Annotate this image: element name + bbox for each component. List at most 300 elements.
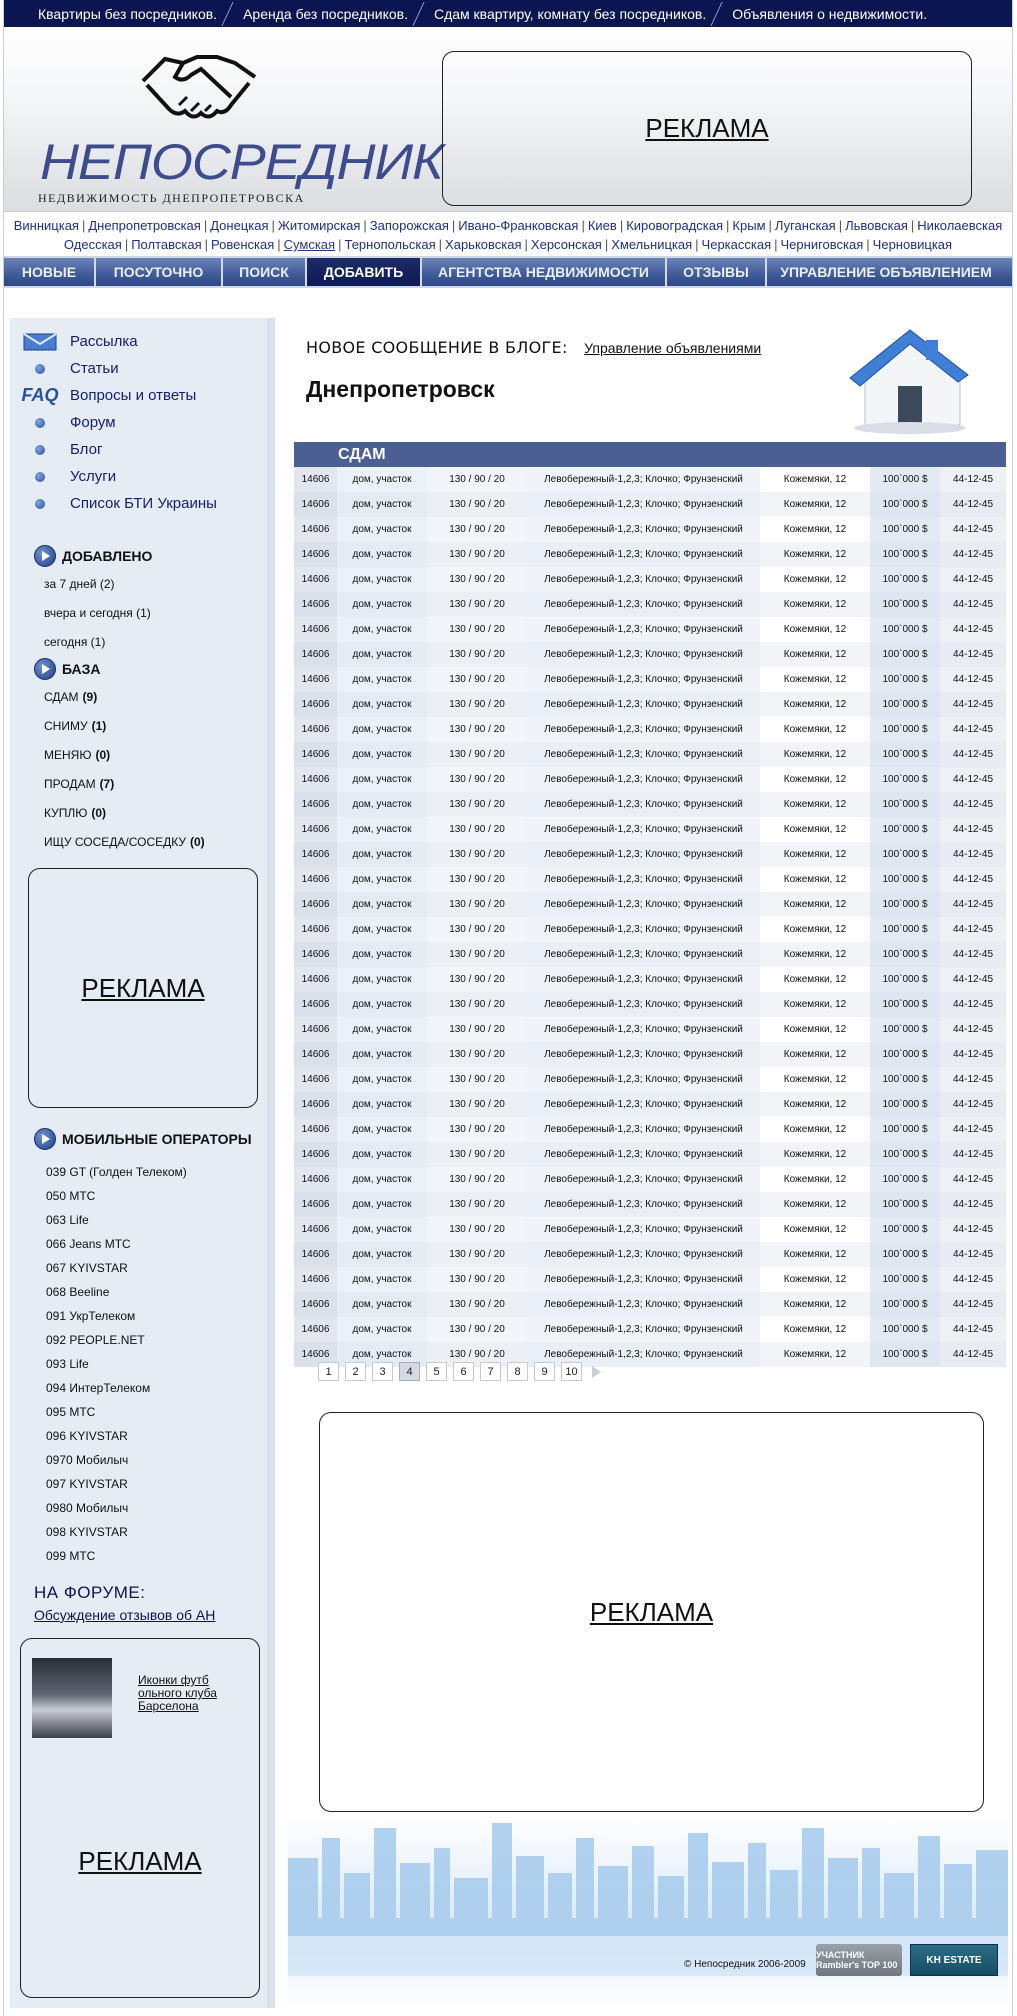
listing-district: Левобережный-1,2,3; Клочко; Фрунзенский: [527, 467, 760, 492]
listing-district: Левобережный-1,2,3; Клочко; Фрунзенский: [527, 767, 760, 792]
listing-street: Кожемяки, 12: [783, 474, 847, 485]
region-link[interactable]: Крым: [732, 218, 766, 233]
page-link[interactable]: 1: [318, 1362, 339, 1381]
listing-area: 130 / 90 / 20: [427, 467, 527, 492]
listing-street: Кожемяки, 12: [783, 824, 847, 835]
top-link-apartments[interactable]: Квартиры без посредников.: [38, 5, 218, 22]
region-links-row-1: [12, 216, 1004, 235]
page-link[interactable]: 5: [426, 1362, 447, 1381]
added-item-today[interactable]: сегодня (1): [44, 634, 106, 649]
nav-reviews[interactable]: ОТЗЫВЫ: [667, 258, 767, 286]
listing-area: 130 / 90 / 20: [427, 1292, 527, 1317]
region-link[interactable]: Житомирская: [277, 218, 361, 233]
bullet-icon: [35, 499, 45, 509]
car-thumbnail[interactable]: [32, 1658, 112, 1738]
mobile-operator-item[interactable]: 095 МТС: [46, 1405, 96, 1419]
table-row[interactable]: [294, 842, 1006, 867]
listing-id: 14606: [294, 717, 337, 742]
listing-id: 14606: [294, 642, 337, 667]
listing-area: 130 / 90 / 20: [427, 1267, 527, 1292]
base-item-buy[interactable]: КУПЛЮ (0): [44, 805, 107, 820]
mobile-operator-item[interactable]: 093 Life: [46, 1357, 89, 1371]
header: [4, 27, 1012, 212]
listing-district: Левобережный-1,2,3; Клочко; Фрунзенский: [527, 592, 760, 617]
page-link[interactable]: 10: [561, 1362, 582, 1381]
sidebar-menu: [10, 318, 267, 517]
header-ad-banner[interactable]: [442, 51, 972, 206]
top-link-ads[interactable]: Объявления о недвижимости.: [718, 6, 939, 22]
listing-type: дом, участок: [337, 1167, 427, 1192]
listing-district: Левобережный-1,2,3; Клочко; Фрунзенский: [527, 1292, 760, 1317]
listing-price: 100`000 $: [870, 942, 940, 967]
region-link[interactable]: Ивано-Франковская: [458, 218, 579, 233]
top-link-rent-room[interactable]: Сдам квартиру, комнату без посредников.: [420, 6, 718, 22]
listing-id: 14606: [294, 592, 337, 617]
listing-phone: 44-12-45: [940, 492, 1006, 517]
listing-type: дом, участок: [337, 1267, 427, 1292]
base-item-exchange[interactable]: МЕНЯЮ (0): [44, 747, 111, 762]
nav-new[interactable]: НОВЫЕ: [4, 258, 96, 286]
listing-area: 130 / 90 / 20: [427, 1167, 527, 1192]
logo-title: НЕПОСРЕДНИК: [40, 134, 443, 190]
listing-id: 14606: [294, 867, 337, 892]
listing-phone: 44-12-45: [940, 542, 1006, 567]
listing-area: 130 / 90 / 20: [427, 942, 527, 967]
listing-price: 100`000 $: [870, 1167, 940, 1192]
listing-table-header: СДАМ: [294, 442, 1006, 467]
listing-district: Левобережный-1,2,3; Клочко; Фрунзенский: [527, 917, 760, 942]
listing-phone: 44-12-45: [940, 1217, 1006, 1242]
base-heading: [10, 656, 267, 682]
region-link[interactable]: Черновицкая: [872, 237, 953, 252]
table-row[interactable]: [294, 492, 1006, 517]
car-promo-link[interactable]: Иконки футб ольного клуба Барселона: [138, 1673, 217, 1713]
listing-type: дом, участок: [337, 1317, 427, 1342]
blog-label: НОВОЕ СООБЩЕНИЕ В БЛОГЕ:: [306, 338, 568, 357]
listing-type: дом, участок: [337, 742, 427, 767]
listing-type: дом, участок: [337, 817, 427, 842]
listing-type: дом, участок: [337, 767, 427, 792]
table-row[interactable]: [294, 1292, 1006, 1317]
listing-id: 14606: [294, 1317, 337, 1342]
base-item-sell[interactable]: ПРОДАМ (7): [44, 776, 115, 791]
listing-phone: 44-12-45: [940, 867, 1006, 892]
listing-district: Левобережный-1,2,3; Клочко; Фрунзенский: [527, 1042, 760, 1067]
forum-link[interactable]: Обсуждение отзывов об АН: [34, 1607, 216, 1623]
nav-add[interactable]: ДОБАВИТЬ: [307, 258, 422, 286]
listing-district: Левобережный-1,2,3; Клочко; Фрунзенский: [527, 1242, 760, 1267]
listing-district: Левобережный-1,2,3; Клочко; Фрунзенский: [527, 792, 760, 817]
sidebar-item-label: Рассылка: [70, 333, 138, 350]
listing-phone: 44-12-45: [940, 792, 1006, 817]
bullet-icon: [35, 418, 45, 428]
mobile-operators-list: [10, 1160, 267, 1568]
page-link[interactable]: 7: [480, 1362, 501, 1381]
listing-type: дом, участок: [337, 992, 427, 1017]
listing-id: 14606: [294, 617, 337, 642]
mobile-operator-item[interactable]: 050 МТС: [46, 1189, 96, 1203]
table-row[interactable]: [294, 992, 1006, 1017]
table-row[interactable]: [294, 1217, 1006, 1242]
listing-street: Кожемяки, 12: [783, 1124, 847, 1135]
listing-id: 14606: [294, 667, 337, 692]
region-link[interactable]: Кировоградская: [626, 218, 724, 233]
listing-type: дом, участок: [337, 667, 427, 692]
sidebar-item-services[interactable]: [10, 463, 267, 490]
region-link[interactable]: Хмельницкая: [611, 237, 693, 252]
next-arrow-icon[interactable]: [592, 1366, 601, 1378]
sidebar-item-blog[interactable]: [10, 436, 267, 463]
listing-price: 100`000 $: [870, 467, 940, 492]
listing-id: 14606: [294, 1067, 337, 1092]
kh-estate-badge[interactable]: KH ESTATE: [910, 1944, 998, 1976]
separator: |: [838, 218, 843, 233]
listing-area: 130 / 90 / 20: [427, 1217, 527, 1242]
listing-type: дом, участок: [337, 692, 427, 717]
listing-district: Левобережный-1,2,3; Клочко; Фрунзенский: [527, 817, 760, 842]
handshake-icon: [139, 47, 259, 127]
mobile-operator-item[interactable]: 039 GT (Голден Телеком): [46, 1165, 187, 1179]
page-link[interactable]: 6: [453, 1362, 474, 1381]
listing-district: Левобережный-1,2,3; Клочко; Фрунзенский: [527, 692, 760, 717]
base-item-rent-out[interactable]: СДАМ (9): [44, 689, 98, 704]
listing-street: Кожемяки, 12: [783, 924, 847, 935]
mobile-operator-item[interactable]: 099 МТС: [46, 1549, 96, 1563]
listing-phone: 44-12-45: [940, 1292, 1006, 1317]
listing-type: дом, участок: [337, 917, 427, 942]
sidebar-item-label: Услуги: [70, 468, 117, 485]
table-row[interactable]: [294, 817, 1006, 842]
region-link[interactable]: Николаевская: [917, 218, 1003, 233]
sidebar-item-forum[interactable]: [10, 409, 267, 436]
listing-street: Кожемяки, 12: [783, 1299, 847, 1310]
table-row[interactable]: [294, 967, 1006, 992]
separator: |: [524, 237, 528, 252]
table-row[interactable]: [294, 567, 1006, 592]
added-item-7-days[interactable]: за 7 дней (2): [44, 576, 115, 591]
region-link[interactable]: Херсонская: [530, 237, 602, 252]
listing-street: Кожемяки, 12: [783, 1274, 847, 1285]
listing-district: Левобережный-1,2,3; Клочко; Фрунзенский: [527, 842, 760, 867]
table-row[interactable]: [294, 767, 1006, 792]
listing-id: 14606: [294, 692, 337, 717]
listing-district: Левобережный-1,2,3; Клочко; Фрунзенский: [527, 967, 760, 992]
mobile-operator-item[interactable]: 066 Jeans МТС: [46, 1237, 131, 1251]
mobile-operator-item[interactable]: 067 KYIVSTAR: [46, 1261, 128, 1275]
added-item-yesterday-today[interactable]: вчера и сегодня (1): [44, 605, 151, 620]
listing-id: 14606: [294, 1192, 337, 1217]
table-row[interactable]: [294, 592, 1006, 617]
sidebar-item-faq[interactable]: [10, 382, 267, 409]
listing-id: 14606: [294, 542, 337, 567]
listing-type: дом, участок: [337, 967, 427, 992]
table-row[interactable]: [294, 542, 1006, 567]
region-link[interactable]: Полтавская: [131, 237, 202, 252]
nav-daily[interactable]: ПОСУТОЧНО: [96, 258, 223, 286]
top-link-rent[interactable]: Аренда без посредников.: [229, 6, 420, 22]
listing-price: 100`000 $: [870, 1092, 940, 1117]
listing-area: 130 / 90 / 20: [427, 742, 527, 767]
table-row[interactable]: [294, 892, 1006, 917]
listing-price: 100`000 $: [870, 817, 940, 842]
listing-price: 100`000 $: [870, 592, 940, 617]
region-link[interactable]: Донецкая: [210, 218, 269, 233]
listing-id: 14606: [294, 1017, 337, 1042]
table-row[interactable]: [294, 1067, 1006, 1092]
listing-street: Кожемяки, 12: [783, 1099, 847, 1110]
site-logo[interactable]: [34, 47, 443, 217]
page-link[interactable]: 3: [372, 1362, 393, 1381]
listing-area: 130 / 90 / 20: [427, 917, 527, 942]
table-row[interactable]: [294, 1317, 1006, 1342]
listing-price: 100`000 $: [870, 992, 940, 1017]
listing-district: Левобережный-1,2,3; Клочко; Фрунзенский: [527, 1267, 760, 1292]
listing-type: дом, участок: [337, 1017, 427, 1042]
mobile-operator-item[interactable]: 098 KYIVSTAR: [46, 1525, 128, 1539]
base-item-roommate[interactable]: ИЩУ СОСЕДА/СОСЕДКУ (0): [44, 834, 205, 849]
city-skyline-image: [288, 1818, 1008, 2008]
listing-phone: 44-12-45: [940, 567, 1006, 592]
listing-type: дом, участок: [337, 792, 427, 817]
listing-district: Левобережный-1,2,3; Клочко; Фрунзенский: [527, 642, 760, 667]
listing-type: дом, участок: [337, 942, 427, 967]
listing-district: Левобережный-1,2,3; Клочко; Фрунзенский: [527, 1192, 760, 1217]
region-link[interactable]: Черниговская: [780, 237, 864, 252]
sidebar-item-bti[interactable]: [10, 490, 267, 517]
listing-phone: 44-12-45: [940, 1242, 1006, 1267]
logo-subtitle: НЕДВИЖИМОСТЬ ДНЕПРОПЕТРОВСКА: [38, 191, 305, 205]
ad-label: РЕКЛАМА: [78, 1846, 202, 1876]
listing-price: 100`000 $: [870, 642, 940, 667]
listing-price: 100`000 $: [870, 1192, 940, 1217]
listing-street: Кожемяки, 12: [783, 1049, 847, 1060]
page-link[interactable]: 8: [507, 1362, 528, 1381]
table-row[interactable]: [294, 742, 1006, 767]
mobile-operator-item[interactable]: 0980 Мобилыч: [46, 1501, 129, 1515]
listing-price: 100`000 $: [870, 1342, 940, 1367]
listing-district: Левобережный-1,2,3; Клочко; Фрунзенский: [527, 1017, 760, 1042]
listing-phone: 44-12-45: [940, 1142, 1006, 1167]
table-row[interactable]: [294, 1117, 1006, 1142]
listing-phone: 44-12-45: [940, 992, 1006, 1017]
listing-price: 100`000 $: [870, 1242, 940, 1267]
table-row[interactable]: [294, 667, 1006, 692]
listing-phone: 44-12-45: [940, 467, 1006, 492]
table-row[interactable]: [294, 692, 1006, 717]
region-link[interactable]: Днепропетровская: [88, 218, 201, 233]
mobile-operator-item[interactable]: 094 ИнтерТелеком: [46, 1381, 151, 1395]
listing-price: 100`000 $: [870, 1317, 940, 1342]
listing-area: 130 / 90 / 20: [427, 1342, 527, 1367]
listing-district: Левобережный-1,2,3; Клочко; Фрунзенский: [527, 567, 760, 592]
listing-id: 14606: [294, 1042, 337, 1067]
table-row[interactable]: [294, 1267, 1006, 1292]
listing-price: 100`000 $: [870, 1217, 940, 1242]
table-row[interactable]: [294, 1167, 1006, 1192]
nav-agencies[interactable]: АГЕНТСТВА НЕДВИЖИМОСТИ: [422, 258, 667, 286]
listing-street: Кожемяки, 12: [783, 799, 847, 810]
separator: |: [910, 218, 915, 233]
base-list: [10, 682, 267, 856]
listing-type: дом, участок: [337, 617, 427, 642]
table-row[interactable]: [294, 1192, 1006, 1217]
added-heading: [10, 543, 267, 569]
added-title: ДОБАВЛЕНО: [62, 548, 153, 564]
listing-phone: 44-12-45: [940, 767, 1006, 792]
region-link[interactable]: Черкасская: [701, 237, 772, 252]
listing-phone: 44-12-45: [940, 1042, 1006, 1067]
separator: |: [438, 237, 443, 252]
separator: |: [619, 218, 624, 233]
main-content: [288, 318, 1008, 2008]
listing-price: 100`000 $: [870, 1142, 940, 1167]
mobile-operator-item[interactable]: 096 KYIVSTAR: [46, 1429, 128, 1443]
listing-street: Кожемяки, 12: [783, 1199, 847, 1210]
base-title: БАЗА: [62, 661, 101, 677]
table-row[interactable]: [294, 467, 1006, 492]
listing-area: 130 / 90 / 20: [427, 592, 527, 617]
table-row[interactable]: [294, 792, 1006, 817]
region-link[interactable]: Винницкая: [13, 218, 79, 233]
listing-area: 130 / 90 / 20: [427, 1042, 527, 1067]
rambler-top100-badge[interactable]: УЧАСТНИК Rambler's TOP 100: [816, 1944, 902, 1976]
listing-district: Левобережный-1,2,3; Клочко; Фрунзенский: [527, 542, 760, 567]
listing-id: 14606: [294, 1342, 337, 1367]
table-row[interactable]: [294, 517, 1006, 542]
listing-area: 130 / 90 / 20: [427, 492, 527, 517]
listing-price: 100`000 $: [870, 967, 940, 992]
listing-street: Кожемяки, 12: [783, 899, 847, 910]
listing-street: Кожемяки, 12: [783, 599, 847, 610]
mobile-operator-item[interactable]: 092 PEOPLE.NET: [46, 1333, 145, 1347]
mobile-operator-item[interactable]: 063 Life: [46, 1213, 89, 1227]
table-row[interactable]: [294, 1017, 1006, 1042]
listing-price: 100`000 $: [870, 867, 940, 892]
table-row[interactable]: [294, 1092, 1006, 1117]
listing-street: Кожемяки, 12: [783, 499, 847, 510]
nav-search[interactable]: ПОИСК: [223, 258, 307, 286]
listing-price: 100`000 $: [870, 492, 940, 517]
sidebar-item-label: Вопросы и ответы: [70, 387, 197, 404]
listing-street: Кожемяки, 12: [783, 1324, 847, 1335]
ad-label: РЕКЛАМА: [645, 113, 769, 143]
region-link[interactable]: Запорожская: [369, 218, 449, 233]
mobile-operator-item[interactable]: 0970 Мобилыч: [46, 1453, 129, 1467]
listing-phone: 44-12-45: [940, 617, 1006, 642]
listing-id: 14606: [294, 1242, 337, 1267]
listing-district: Левобережный-1,2,3; Клочко; Фрунзенский: [527, 1142, 760, 1167]
listing-area: 130 / 90 / 20: [427, 617, 527, 642]
sidebar-item-articles[interactable]: [10, 355, 267, 382]
listing-street: Кожемяки, 12: [783, 549, 847, 560]
region-link[interactable]: Харьковская: [445, 237, 522, 252]
table-row[interactable]: [294, 642, 1006, 667]
base-item-rent[interactable]: СНИМУ (1): [44, 718, 107, 733]
table-row[interactable]: [294, 617, 1006, 642]
listing-street: Кожемяки, 12: [783, 999, 847, 1010]
table-row[interactable]: [294, 1242, 1006, 1267]
mobile-operator-item[interactable]: 068 Beeline: [46, 1285, 110, 1299]
separator: |: [726, 218, 730, 233]
separator: |: [271, 218, 275, 233]
listing-street: Кожемяки, 12: [783, 1249, 847, 1260]
listing-area: 130 / 90 / 20: [427, 1142, 527, 1167]
listing-price: 100`000 $: [870, 1292, 940, 1317]
main-ad-banner[interactable]: [319, 1412, 984, 1812]
listing-district: Левобережный-1,2,3; Клочко; Фрунзенский: [527, 517, 760, 542]
listing-phone: 44-12-45: [940, 1192, 1006, 1217]
table-row[interactable]: [294, 1142, 1006, 1167]
listing-area: 130 / 90 / 20: [427, 567, 527, 592]
listing-street: Кожемяки, 12: [783, 1224, 847, 1235]
table-row[interactable]: [294, 717, 1006, 742]
listing-type: дом, участок: [337, 867, 427, 892]
page-link[interactable]: 4: [399, 1362, 420, 1381]
listing-district: Левобережный-1,2,3; Клочко; Фрунзенский: [527, 492, 760, 517]
listing-type: дом, участок: [337, 467, 427, 492]
listing-street: Кожемяки, 12: [783, 974, 847, 985]
separator: |: [204, 237, 209, 252]
mobile-operator-item[interactable]: 097 KYIVSTAR: [46, 1477, 128, 1491]
listing-type: дом, участок: [337, 892, 427, 917]
blog-link[interactable]: Управление объявлениями: [584, 340, 762, 356]
listing-street: Кожемяки, 12: [783, 849, 847, 860]
listing-district: Левобережный-1,2,3; Клочко; Фрунзенский: [527, 867, 760, 892]
listing-type: дом, участок: [337, 567, 427, 592]
region-link[interactable]: Одесская: [63, 237, 122, 252]
region-link[interactable]: Луганская: [774, 218, 836, 233]
mobile-heading: [10, 1126, 267, 1152]
listing-price: 100`000 $: [870, 792, 940, 817]
region-links: [4, 212, 1012, 256]
listing-area: 130 / 90 / 20: [427, 667, 527, 692]
table-row[interactable]: [294, 1042, 1006, 1067]
listing-type: дом, участок: [337, 1092, 427, 1117]
listing-price: 100`000 $: [870, 742, 940, 767]
listing-area: 130 / 90 / 20: [427, 1017, 527, 1042]
table-row[interactable]: [294, 867, 1006, 892]
listing-area: 130 / 90 / 20: [427, 867, 527, 892]
listing-street: Кожемяки, 12: [783, 724, 847, 735]
listing-price: 100`000 $: [870, 617, 940, 642]
table-row[interactable]: [294, 942, 1006, 967]
region-links-row-2: [12, 235, 1004, 254]
listing-street: Кожемяки, 12: [783, 1149, 847, 1160]
region-link[interactable]: Ровенская: [211, 237, 275, 252]
region-link[interactable]: Сумская: [283, 237, 336, 252]
listing-phone: 44-12-45: [940, 842, 1006, 867]
listing-street: Кожемяки, 12: [783, 574, 847, 585]
mobile-operator-item[interactable]: 091 УкрТелеком: [46, 1309, 136, 1323]
nav-manage-ad[interactable]: УПРАВЛЕНИЕ ОБЪЯВЛЕНИЕМ: [780, 264, 992, 280]
page-link[interactable]: 2: [345, 1362, 366, 1381]
listing-type: дом, участок: [337, 1142, 427, 1167]
sidebar-item-newsletter[interactable]: [10, 328, 267, 355]
region-link[interactable]: Киев: [587, 218, 617, 233]
listing-district: Левобережный-1,2,3; Клочко; Фрунзенский: [527, 1167, 760, 1192]
separator: |: [695, 237, 699, 252]
listing-street: Кожемяки, 12: [783, 674, 847, 685]
table-row[interactable]: [294, 917, 1006, 942]
listing-table: [294, 467, 1006, 1367]
listing-type: дом, участок: [337, 642, 427, 667]
region-link[interactable]: Львовская: [845, 218, 908, 233]
listing-street: Кожемяки, 12: [783, 1349, 847, 1360]
sidebar-ad-banner[interactable]: [28, 868, 258, 1108]
region-link[interactable]: Тернопольская: [344, 237, 436, 252]
listing-id: 14606: [294, 967, 337, 992]
page-link[interactable]: 9: [534, 1362, 555, 1381]
